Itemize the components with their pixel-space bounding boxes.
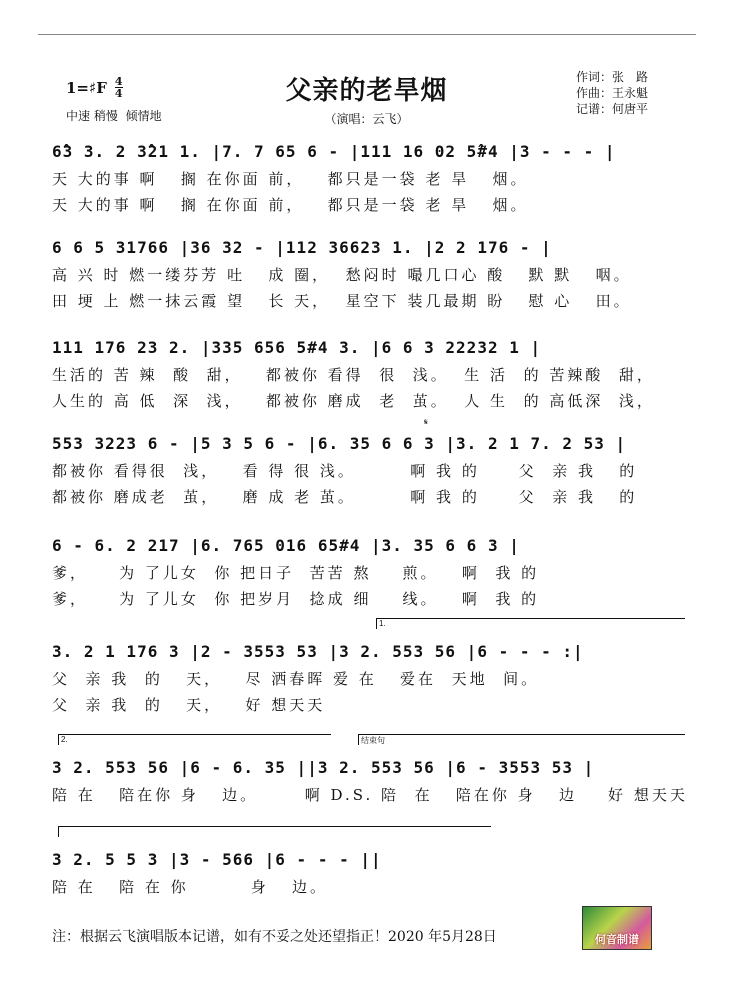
notes-text: 3 2. 5 5 3 |3 - 566 |6 - - - || — [52, 850, 382, 869]
composer: 作曲：王永魁 — [576, 86, 649, 100]
time-bottom: 4 — [114, 87, 123, 100]
lyrics-verse-2: 父 亲 我 的 天， 好 想天天 — [52, 696, 326, 714]
lyrics-verse-1: 爹， 为 了儿女 你 把日子 苦苦 熬 煎。 啊 我 的 — [52, 564, 540, 582]
key-label: 1=♯F — [66, 78, 107, 97]
music-system-3 — [52, 336, 692, 414]
notes-text: 111 176 23 2. |335 656 5#4 3. |6 6 3 22232 1 | — [52, 338, 542, 357]
singer-credit: （演唱：云飞） — [324, 112, 409, 126]
notation-line — [52, 432, 692, 458]
notation-line — [52, 140, 692, 166]
music-system-1 — [52, 140, 692, 218]
lyrics-verse-1: 父 亲 我 的 天， 尽 洒春晖 爱 在 爱在 天地 间。 — [52, 670, 540, 688]
lyrics-verse-2: 人生的 高 低 深 浅， 都被你 磨成 老 茧。 人 生 的 高低深 浅， — [52, 392, 655, 410]
credits — [576, 69, 648, 117]
volta-2 — [58, 734, 331, 745]
final-bracket — [58, 826, 491, 837]
notes-text: 3 2. 553 56 |6 - 6. 35 ||3 2. 553 56 |6 - 3553 53 | — [52, 758, 595, 777]
notation-line — [52, 236, 692, 262]
notes-text: 6 - 6. 2 217 |6. 765 016 65#4 |3. 35 6 6 3 | — [52, 536, 520, 555]
footnote: 注：根据云飞演唱版本记谱，如有不妥之处还望指正！2020 年5月28日 — [52, 929, 497, 945]
notation-line — [52, 848, 692, 874]
music-system-6 — [52, 619, 692, 718]
lyrics-verse-2: 田 埂 上 燃一抹云霞 望 长 天， 星空下 装几最期 盼 慰 心 田。 — [52, 292, 632, 310]
volta-1 — [376, 618, 685, 629]
notation-line — [52, 756, 692, 782]
lyrics-verse-2: 天 大的事 啊 搁 在你面 前， 都只是一袋 老 旱 烟。 — [52, 196, 529, 214]
volta-2-label: 2. — [61, 735, 68, 744]
top-rule — [38, 34, 696, 35]
transcriber: 记谱：何唐平 — [576, 102, 649, 116]
volta-1-label: 1. — [379, 619, 386, 628]
lyrics-verse-2: 都被你 磨成老 茧， 磨 成 老 茧。 啊 我 的 父 亲 我 的 — [52, 488, 638, 506]
page-title: 父亲的老旱烟 — [285, 76, 448, 106]
notation-line — [52, 640, 692, 666]
music-system-8 — [52, 848, 692, 900]
notes-text: 6 6 5 31766 |36 32 - |112 36623 1. |2 2 176 - | — [52, 238, 552, 257]
time-top: 4 — [114, 75, 123, 88]
notation-line — [52, 336, 692, 362]
lyricist: 作词：张 路 — [576, 70, 649, 84]
lyrics-verse-1: 高 兴 时 燃一缕芬芳 吐 成 圈， 愁闷时 嘬几口心 酸 默 默 咽。 — [52, 266, 632, 284]
music-system-7 — [52, 735, 692, 808]
notes-text: 553 3223 6 - |5 3 5 6 - |6. 35 6 6 3 |3. 2 1 7. 2 53 | — [52, 434, 627, 453]
lyrics-verse-2: 爹， 为 了儿女 你 把岁月 捻成 细 线。 啊 我 的 — [52, 590, 540, 608]
music-system-4 — [52, 418, 692, 510]
notes-text: 3. 2 1 176 3 |2 - 3553 53 |3 2. 553 56 |6 - - - :| — [52, 642, 584, 661]
lyrics-verse-1: 天 大的事 啊 搁 在你面 前， 都只是一袋 老 旱 烟。 — [52, 170, 529, 188]
notation-line — [52, 534, 692, 560]
lyrics-verse-1: 陪 在 陪 在 你 身 边。 — [52, 878, 329, 896]
logo-text: 何音制谱 — [595, 933, 639, 946]
lyrics-verse-1: 陪 在 陪在你 身 边。 啊 D.S. 陪 在 陪在你 身 边 好 想天天 — [52, 786, 688, 804]
tempo-text: 中速 稍慢 — [66, 109, 118, 123]
publisher-logo — [582, 906, 652, 950]
lyrics-verse-1: 都被你 看得很 浅， 看 得 很 浅。 啊 我 的 父 亲 我 的 — [52, 462, 638, 480]
music-system-2 — [52, 236, 692, 314]
music-system-5 — [52, 534, 692, 612]
segno-sign: 𝄋 — [424, 418, 428, 428]
expression-text: 倾情地 — [125, 109, 162, 123]
notes-text: 6̂3 3. 2 3̂21 1. |7. 7 65 6 - |111 16 02 5̂#4 |3 - - - | — [52, 142, 616, 161]
ending-label: 结束句 — [361, 736, 385, 745]
ending-bracket — [358, 734, 685, 745]
lyrics-verse-1: 生活的 苦 辣 酸 甜， 都被你 看得 很 浅。 生 活 的 苦辣酸 甜， — [52, 366, 655, 384]
